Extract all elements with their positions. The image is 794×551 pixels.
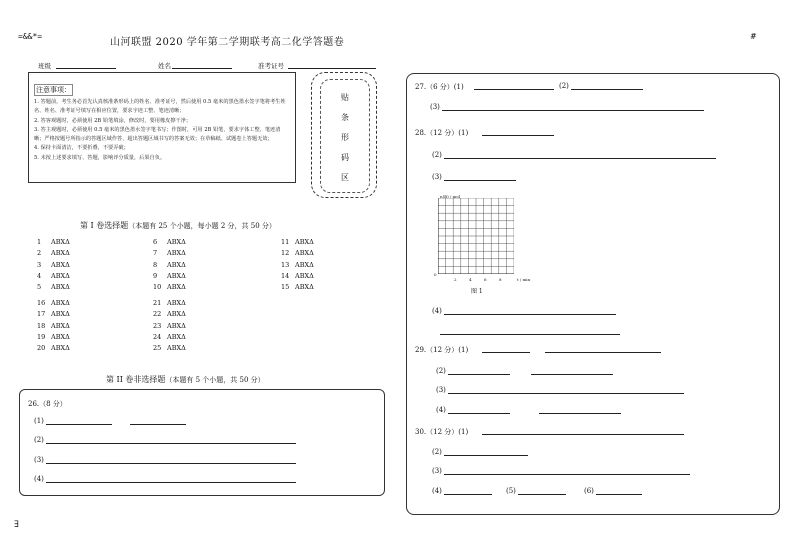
page-mark: ∃ (14, 520, 19, 530)
q26-answer-line[interactable] (46, 424, 112, 425)
chart-origin: 0 (434, 272, 437, 277)
mc-column (37, 238, 70, 294)
q30-part-label: (3) (432, 467, 442, 475)
barcode-char: 形 (341, 133, 349, 142)
chart-xtick: 8 (499, 277, 502, 282)
q28-answer-line[interactable] (440, 334, 620, 335)
mc-number: 7 (153, 249, 158, 258)
q28-answer-line[interactable] (444, 180, 516, 181)
section2-heading (106, 374, 265, 385)
barcode-char: 码 (341, 153, 349, 162)
q26-answer-line[interactable] (130, 424, 186, 425)
q26-part-label: (4) (34, 475, 44, 483)
mc-row[interactable] (37, 249, 70, 260)
mc-number: 13 (281, 260, 290, 269)
q26-answer-line[interactable] (46, 482, 296, 483)
q28-part-label: (2) (432, 151, 442, 159)
q28-grid-chart[interactable] (438, 198, 514, 274)
mc-row[interactable] (153, 249, 186, 260)
mc-options[interactable]: ABXΔ (167, 310, 186, 319)
notice-item: 1. 答题前，考生务必首先认真核准条形码上的姓名、准考证号，然后使用 0.5 毫米的黑色墨水签字笔将考生姓名、姓名、准考证号填写在相应位置，要求字迹工整、笔迹清晰； (34, 99, 286, 115)
q28-part-label: (4) (432, 307, 442, 315)
mc-number: 12 (281, 249, 290, 258)
corner-mark-right: # (750, 32, 757, 41)
mc-row[interactable] (281, 283, 314, 294)
q28-part-label: (3) (432, 173, 442, 181)
notice-box (28, 72, 296, 183)
mc-options[interactable]: ABXΔ (51, 344, 70, 353)
mc-number: 24 (153, 332, 162, 341)
class-label: 班级 (38, 62, 51, 70)
mc-options[interactable]: ABXΔ (167, 271, 186, 280)
mc-row[interactable] (153, 261, 186, 272)
q26-part-label: (2) (34, 436, 44, 444)
section1-title: 第 I 卷选择题 (80, 221, 129, 230)
exam-number-label: 准考证号 (258, 62, 284, 70)
mc-number: 18 (37, 321, 46, 330)
mc-options[interactable]: ABXΔ (295, 260, 314, 269)
q29-answer-line[interactable] (448, 413, 510, 414)
mc-options[interactable]: ABXΔ (51, 299, 70, 307)
mc-options[interactable]: ABXΔ (295, 249, 314, 258)
mc-options[interactable]: ABXΔ (51, 332, 70, 341)
q27-part-label: (2) (559, 82, 569, 90)
q29-answer-line[interactable] (539, 413, 621, 414)
mc-row[interactable] (37, 283, 70, 294)
q28-label: 28.（12 分）(1) (415, 129, 469, 137)
mc-options[interactable]: ABXΔ (51, 271, 70, 280)
q30-answer-line[interactable] (444, 455, 528, 456)
mc-number: 14 (281, 271, 290, 280)
mc-number: 23 (153, 321, 162, 330)
notice-title: 注意事项： (36, 86, 71, 94)
mc-options[interactable]: ABXΔ (295, 271, 314, 280)
q27-answer-line[interactable] (571, 89, 643, 90)
mc-number: 4 (37, 271, 42, 280)
q28-answer-line[interactable] (444, 158, 716, 159)
q29-part-label: (4) (436, 406, 446, 414)
mc-number: 15 (281, 283, 290, 292)
mc-row[interactable] (37, 238, 70, 249)
mc-options[interactable]: ABXΔ (167, 332, 186, 341)
mc-number: 11 (281, 238, 290, 246)
mc-options[interactable]: ABXΔ (51, 283, 70, 292)
mc-options[interactable]: ABXΔ (51, 238, 70, 246)
mc-number: 17 (37, 310, 46, 319)
mc-row[interactable] (153, 322, 186, 333)
mc-number: 22 (153, 310, 162, 319)
name-label: 姓名 (158, 62, 171, 70)
q30-answer-line[interactable] (444, 494, 492, 495)
q27-answer-line[interactable] (442, 110, 704, 111)
mc-row[interactable] (37, 310, 70, 321)
q30-label: 30.（12 分）(1) (415, 428, 469, 436)
mc-row[interactable] (37, 299, 70, 310)
mc-column (153, 238, 186, 294)
mc-column (281, 238, 314, 294)
barcode-char: 区 (341, 173, 349, 182)
barcode-area (311, 72, 377, 198)
q26-label: 26.（8 分） (28, 400, 67, 408)
exam-number-field[interactable] (288, 68, 376, 69)
mc-row[interactable] (153, 238, 186, 249)
mc-row[interactable] (37, 272, 70, 283)
mc-number: 9 (153, 271, 158, 280)
mc-row[interactable] (153, 344, 186, 355)
mc-row[interactable] (281, 272, 314, 283)
notice-item: 2. 答客观题时，必须使用 2B 铅笔填涂，修改时，要用橡皮擦干净； (34, 117, 192, 124)
mc-row[interactable] (37, 333, 70, 344)
mc-options[interactable]: ABXΔ (167, 249, 186, 258)
q27-label: 27.（6 分）(1) (415, 83, 464, 91)
mc-options[interactable]: ABXΔ (167, 299, 186, 307)
mc-row[interactable] (153, 310, 186, 321)
mc-options[interactable]: ABXΔ (167, 260, 186, 269)
grid-svg (438, 198, 514, 274)
mc-number: 21 (153, 299, 162, 307)
q27-answer-line[interactable] (474, 89, 554, 90)
mc-options[interactable]: ABXΔ (51, 321, 70, 330)
mc-options[interactable]: ABXΔ (295, 238, 314, 246)
q26-part-label: (1) (34, 417, 44, 425)
mc-options[interactable]: ABXΔ (51, 249, 70, 258)
q30-part-label: (5) (506, 487, 516, 495)
q29-answer-line[interactable] (482, 352, 530, 353)
chart-xtick: 4 (469, 277, 472, 282)
chart-xtick: 2 (454, 277, 457, 282)
section1-note: （本题有 25 个小题，每小题 2 分，共 50 分） (128, 222, 276, 230)
mc-options[interactable]: ABXΔ (295, 283, 314, 292)
q29-answer-line[interactable] (448, 374, 510, 375)
q29-label: 29.（12 分）(1) (415, 346, 469, 354)
barcode-char: 条 (341, 113, 349, 122)
mc-number: 19 (37, 332, 46, 341)
class-field[interactable] (56, 68, 116, 69)
notice-item: 4. 保持卡面清洁，不要折叠，不要弄破； (34, 145, 129, 152)
mc-number: 10 (153, 283, 162, 292)
q29-part-label: (3) (436, 386, 446, 394)
notice-item: 3. 答主观题时，必须使用 0.5 毫米的黑色墨水签字笔书写；作图时，可用 2B 铅笔，要求字体工整、笔迹清晰；严格按题号所指示的答题区域作答，超出答题区域书写的答案无效；在草稿纸、试题卷上答题无效； (34, 126, 281, 143)
mc-options[interactable]: ABXΔ (51, 310, 70, 319)
mc-options[interactable]: ABXΔ (167, 283, 186, 292)
mc-row[interactable] (37, 344, 70, 355)
answer-box-right (406, 73, 780, 515)
mc-number: 1 (37, 238, 42, 246)
section2-title: 第 II 卷非选择题 (106, 375, 166, 384)
q28-answer-line[interactable] (482, 135, 554, 136)
q26-answer-line[interactable] (46, 443, 296, 444)
q29-answer-line[interactable] (448, 393, 684, 394)
q30-part-label: (6) (584, 487, 594, 495)
chart-xtick: 6 (484, 277, 487, 282)
q30-answer-line[interactable] (444, 474, 690, 475)
mc-row[interactable] (37, 261, 70, 272)
mc-number: 6 (153, 238, 158, 246)
mc-row[interactable] (153, 299, 186, 310)
mc-number: 16 (37, 299, 46, 307)
mc-row[interactable] (153, 272, 186, 283)
mc-number: 2 (37, 249, 42, 258)
q30-answer-line[interactable] (518, 494, 566, 495)
mc-number: 3 (37, 260, 42, 269)
mc-row[interactable] (281, 261, 314, 272)
chart-xlabel: t / min (517, 277, 531, 282)
q30-part-label: (2) (432, 448, 442, 456)
mc-row[interactable] (281, 249, 314, 260)
q26-part-label: (3) (34, 456, 44, 464)
q30-answer-line[interactable] (596, 494, 642, 495)
mc-number: 8 (153, 260, 158, 269)
q30-answer-line[interactable] (482, 434, 684, 435)
q30-part-label: (4) (432, 487, 442, 495)
q29-part-label: (2) (436, 367, 446, 375)
mc-number: 5 (37, 283, 42, 292)
q29-answer-line[interactable] (545, 352, 661, 353)
barcode-char: 贴 (341, 93, 349, 102)
mc-options[interactable]: ABXΔ (167, 344, 186, 353)
q28-answer-line[interactable] (444, 314, 616, 315)
section1-heading (80, 220, 276, 231)
mc-row[interactable] (281, 238, 314, 249)
corner-mark-left: =&&*= (18, 32, 43, 41)
mc-row[interactable] (37, 322, 70, 333)
mc-number: 20 (37, 344, 46, 353)
section2-note: （本题有 5 个小题，共 50 分） (165, 376, 265, 384)
mc-options[interactable]: ABXΔ (167, 238, 186, 246)
mc-number: 25 (153, 344, 162, 353)
chart-ylabel: n(B) / mol (440, 194, 461, 199)
mc-row[interactable] (153, 333, 186, 344)
mc-options[interactable]: ABXΔ (51, 260, 70, 269)
q29-answer-line[interactable] (531, 374, 613, 375)
name-field[interactable] (172, 68, 232, 69)
chart-caption: 图 1 (471, 288, 483, 295)
mc-column (153, 299, 186, 355)
mc-column (37, 299, 70, 355)
mc-row[interactable] (153, 283, 186, 294)
notice-item: 5. 未按上述要求填写、答题，影响评分质量，后果自负。 (34, 154, 166, 161)
q26-answer-line[interactable] (46, 463, 296, 464)
q27-part-label: (3) (430, 103, 440, 111)
page-title: 山河联盟 2020 学年第二学期联考高二化学答题卷 (110, 37, 345, 48)
mc-options[interactable]: ABXΔ (167, 321, 186, 330)
